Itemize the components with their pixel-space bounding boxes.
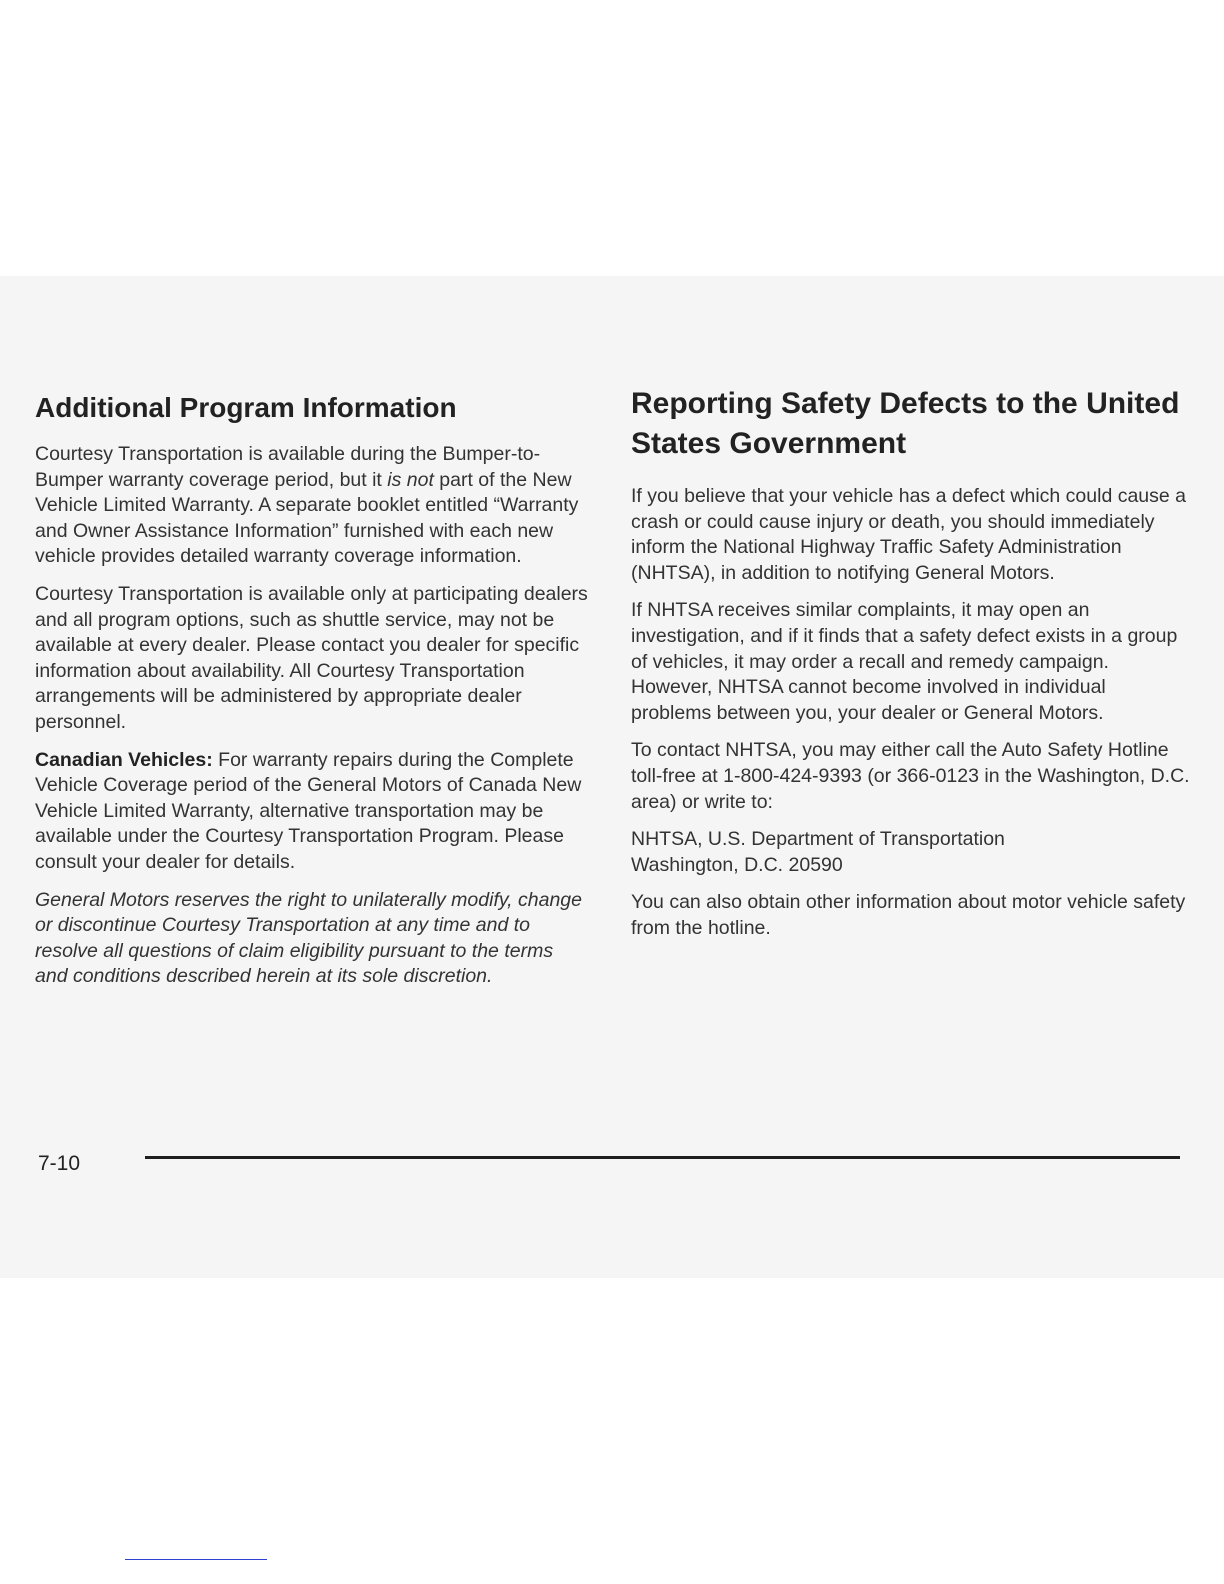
courtesy-paragraph-2: Courtesy Transportation is available only at participating dealers and all program options, such as shuttle service, may not be available at every dealer. Please contact you dealer for specific information about availability. All Courtesy Transportation arrangements will be administered by appropriate dealer personnel. (35, 582, 588, 733)
nhtsa-address (631, 827, 1191, 878)
additional-program-heading: Additional Program Information (35, 392, 457, 423)
canadian-vehicles-paragraph: Canadian Vehicles: For warranty repairs during the Complete Vehicle Coverage period of the General Motors of Canada New Vehicle Limited Warranty, alternative transportation may be available under the Courtesy Transportation Program. Please consult your dealer for details. (35, 748, 582, 873)
safety-paragraph-1: If you believe that your vehicle has a defect which could cause a crash or could cause injury or death, you should immediately inform the National Highway Traffic Safety Administration (NHTSA), in addition to notifying General Motors. (631, 485, 1186, 584)
hotline-paragraph: You can also obtain other information about motor vehicle safety from the hotline. (631, 891, 1186, 939)
address-line-1: NHTSA, U.S. Department of Transportation (631, 828, 1005, 851)
page-number: 7-10 (38, 1152, 81, 1175)
safety-paragraph-2: If NHTSA receives similar complaints, it may open an investigation, and if it finds that a safety defect exists in a group of vehicles, it may order a recall and remedy campaign. However, NHTSA cannot become involved in individual problems between you, your dealer or General Motors. (631, 599, 1178, 724)
gm-reserves-paragraph: General Motors reserves the right to unilaterally modify, change or discontinue Courtesy Transportation at any time and to resolve all questions of claim eligibility pursuant to the terms and conditions described herein at its sole discretion. (35, 888, 582, 988)
right-column (631, 384, 1191, 954)
footer-rule (145, 1156, 1180, 1159)
courtesy-paragraph-1: Courtesy Transportation is available during the Bumper-to-Bumper warranty coverage period, but it is not part of the New Vehicle Limited Warranty. A separate booklet entitled “Warranty and Owner Assistance Information” furnished with each new vehicle provides detailed warranty coverage information. (35, 443, 579, 568)
reporting-safety-heading: Reporting Safety Defects to the United States Government (631, 387, 1180, 460)
address-line-2: Washington, D.C. 20590 (631, 853, 843, 876)
link-underline[interactable] (125, 1559, 267, 1560)
canadian-vehicles-label: Canadian Vehicles: (35, 748, 213, 771)
left-column (35, 388, 590, 1002)
contact-paragraph: To contact NHTSA, you may either call the Auto Safety Hotline toll-free at 1-800-424-9393 (or 366-0123 in the Washington, D.C. area) or write to: (631, 739, 1190, 813)
